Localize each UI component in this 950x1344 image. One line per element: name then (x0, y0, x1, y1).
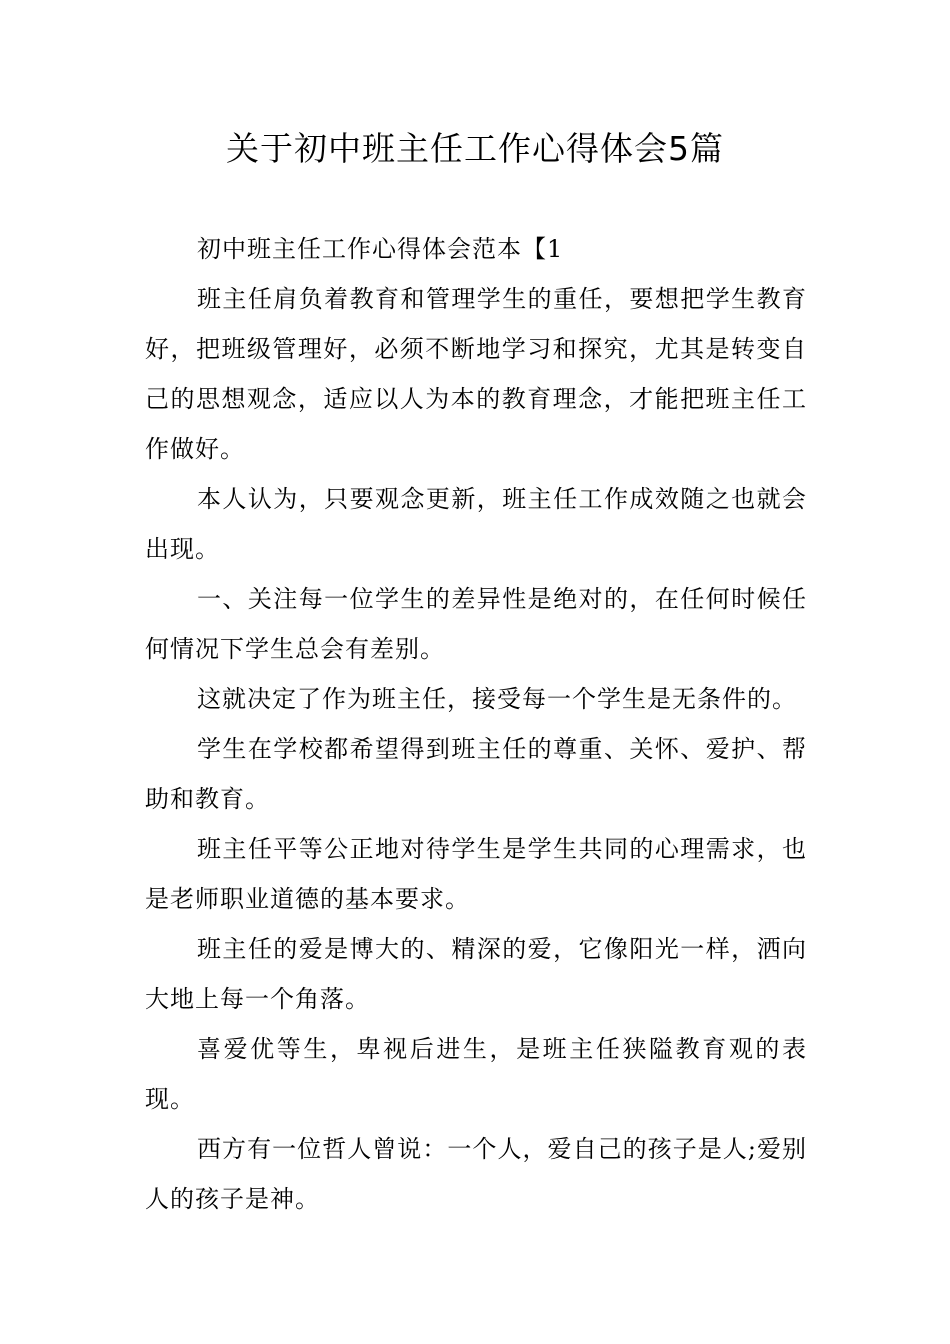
paragraph-heading: 初中班主任工作心得体会范本【1 (197, 235, 564, 263)
paragraph: 一、关注每一位学生的差异性是绝对的，在任何时候任何情况下学生总会有差别。 (145, 585, 807, 663)
document-body (145, 224, 807, 1224)
paragraph: 本人认为，只要观念更新，班主任工作成效随之也就会出现。 (145, 485, 807, 563)
paragraph: 班主任平等公正地对待学生是学生共同的心理需求，也是老师职业道德的基本要求。 (145, 835, 807, 913)
paragraph: 这就决定了作为班主任，接受每一个学生是无条件的。 (197, 685, 797, 713)
paragraph: 班主任的爱是博大的、精深的爱，它像阳光一样，洒向大地上每一个角落。 (145, 935, 807, 1013)
paragraph: 班主任肩负着教育和管理学生的重任，要想把学生教育好，把班级管理好，必须不断地学习和探究，尤其是转变自己的思想观念，适应以人为本的教育理念，才能把班主任工作做好。 (145, 285, 807, 463)
paragraph: 西方有一位哲人曾说：一个人，爱自己的孩子是人;爱别人的孩子是神。 (145, 1135, 807, 1213)
document-title: 关于初中班主任工作心得体会5篇 (226, 129, 724, 168)
paragraph: 学生在学校都希望得到班主任的尊重、关怀、爱护、帮助和教育。 (145, 735, 807, 813)
paragraph: 喜爱优等生，卑视后进生，是班主任狭隘教育观的表现。 (145, 1035, 807, 1113)
